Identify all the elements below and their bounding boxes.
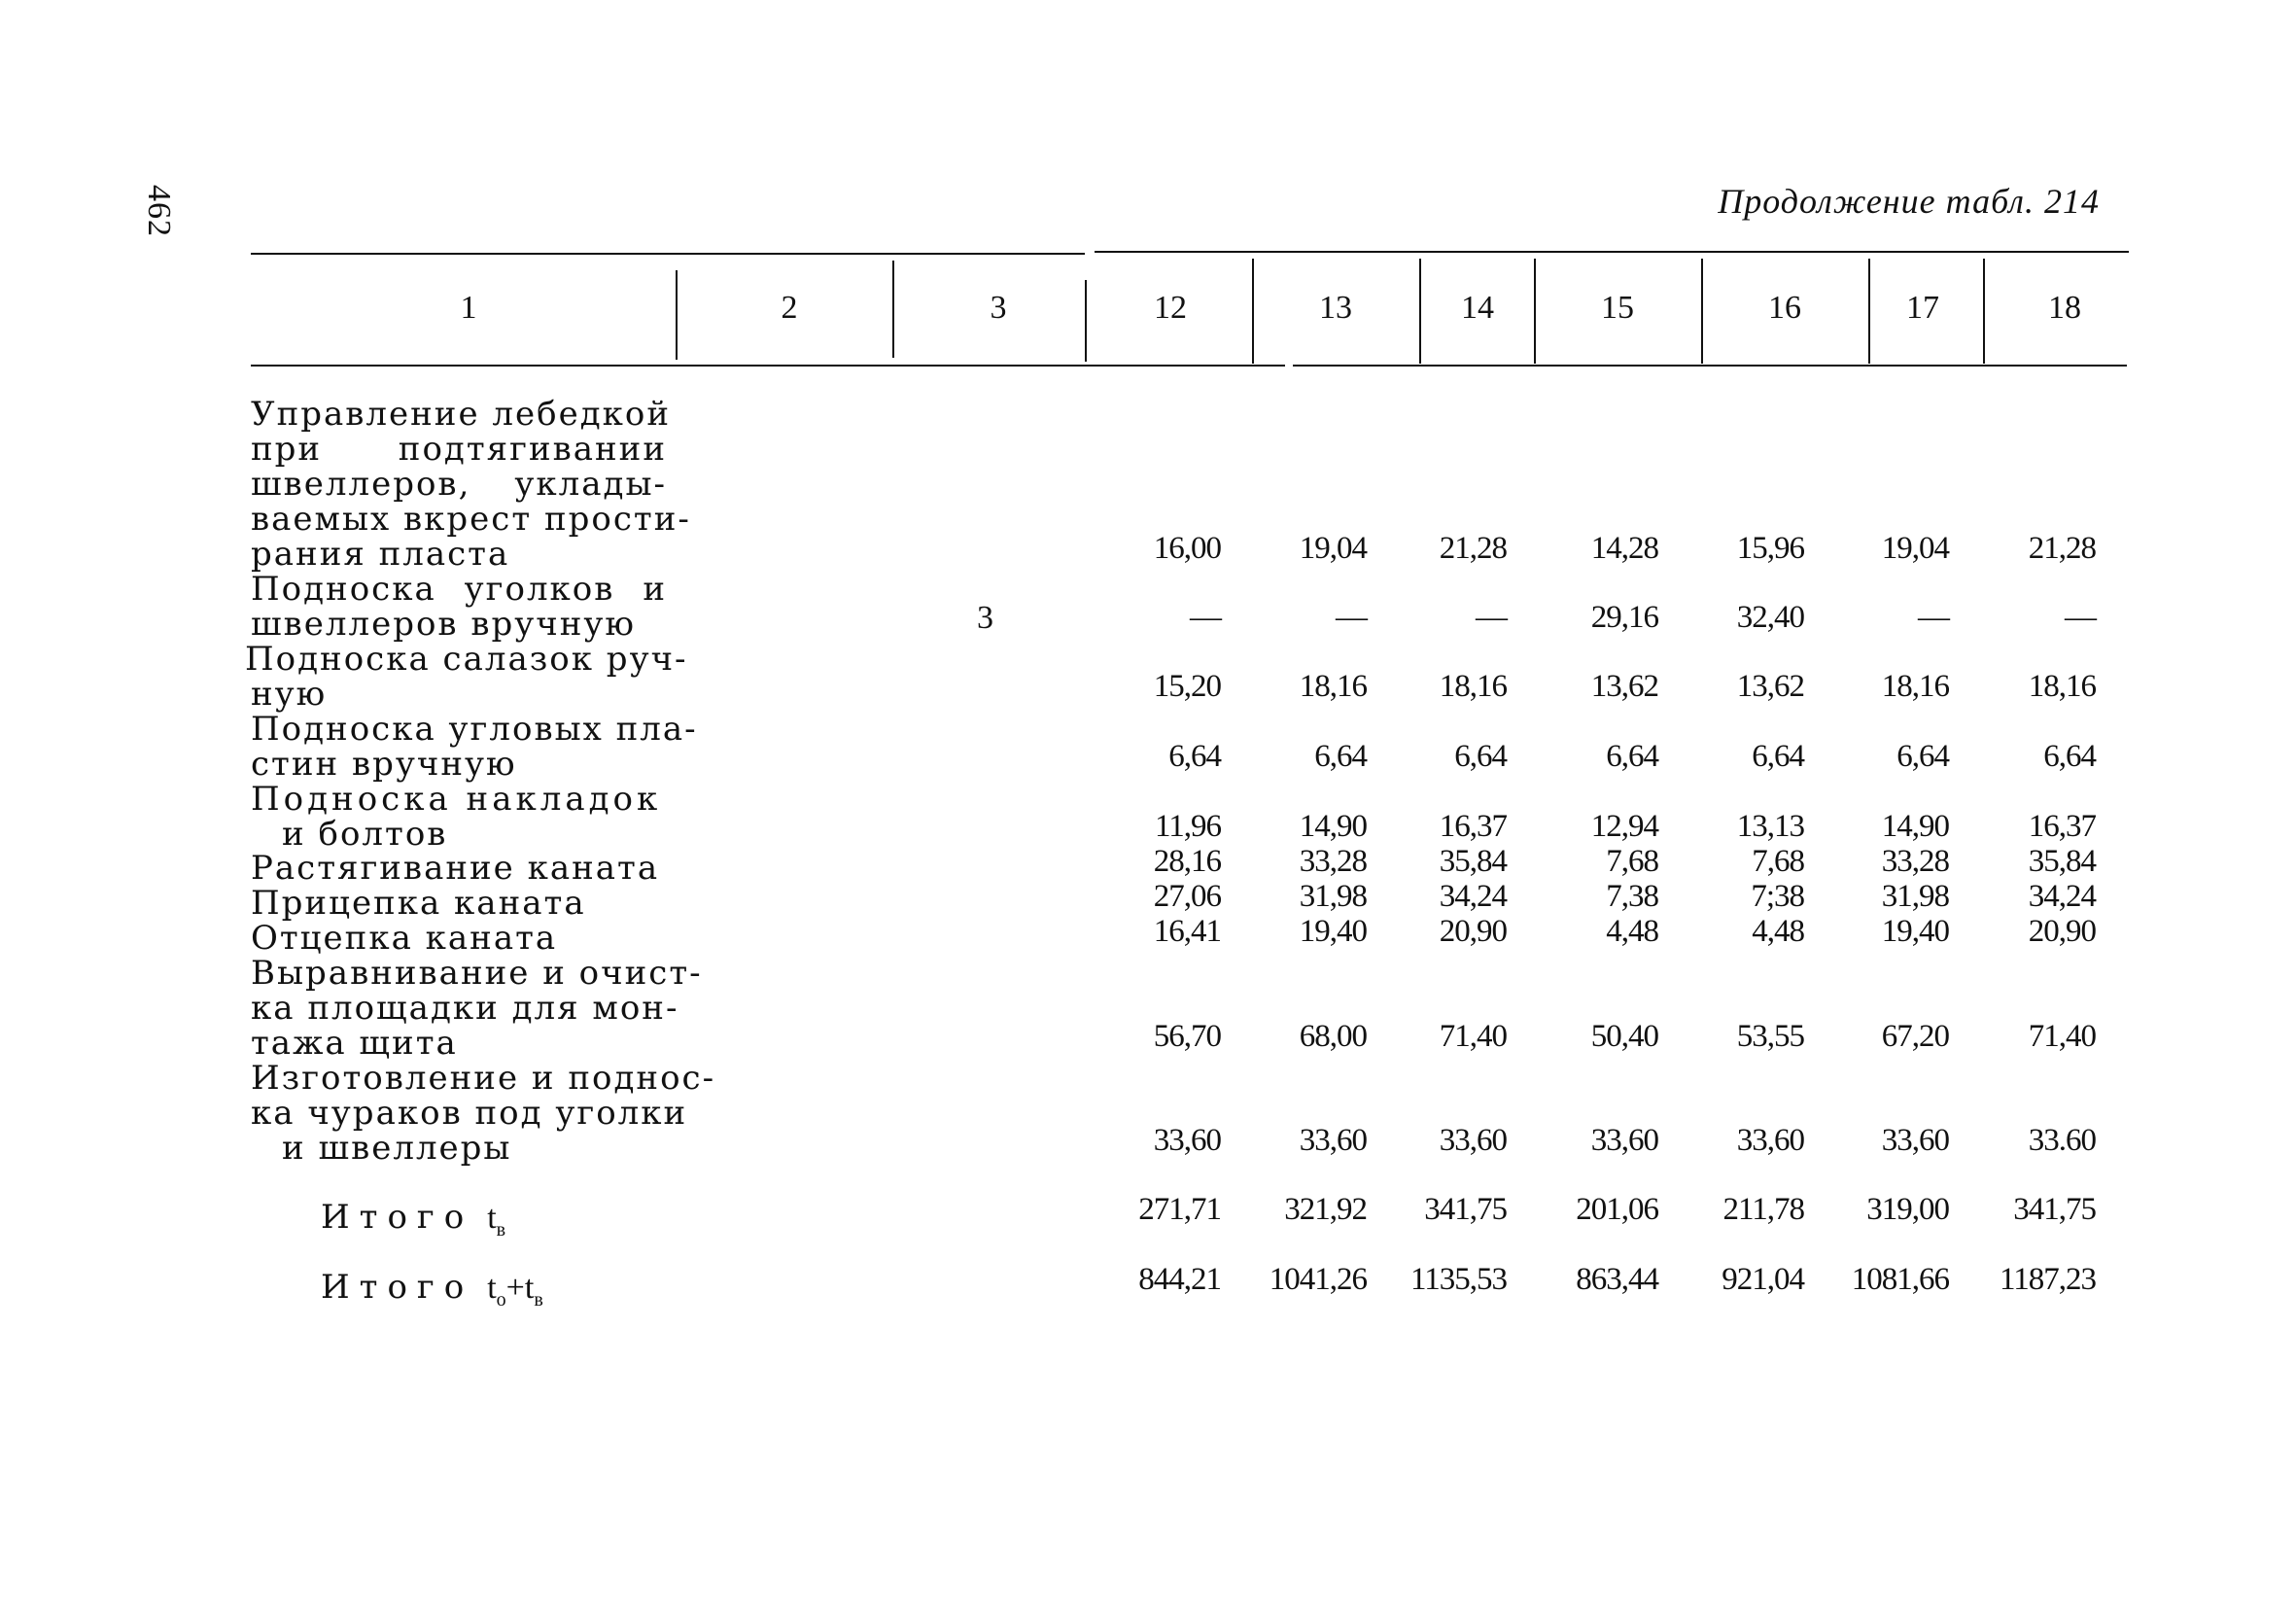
- table-cell: —: [2065, 600, 2096, 635]
- row-label-line: стин вручную: [251, 745, 517, 784]
- row-label-line: Прицепка каната: [251, 884, 586, 923]
- table-cell: 1081,66: [1851, 1262, 1949, 1297]
- table-cell: 34,24: [2028, 879, 2096, 914]
- header-col-3: 3: [990, 290, 1007, 326]
- table-cell: 53,55: [1736, 1019, 1804, 1054]
- plus-sign: +: [505, 1270, 525, 1306]
- table-cell: 16,37: [2028, 809, 2096, 844]
- table-cell: 1187,23: [1999, 1262, 2096, 1297]
- table-cell: 33,28: [1881, 844, 1949, 879]
- table-cell: 211,78: [1722, 1192, 1804, 1227]
- row-label-line: и болтов: [282, 815, 448, 854]
- table-cell: 32,40: [1736, 600, 1804, 635]
- table-cell: 33,60: [1299, 1123, 1367, 1158]
- row-label-line: ваемых вкрест прости-: [251, 500, 691, 539]
- table-cell: 29,16: [1590, 600, 1658, 635]
- table-cell: 71,40: [1439, 1019, 1507, 1054]
- table-cell: —: [1918, 600, 1949, 635]
- table-cell: 11,96: [1154, 809, 1221, 844]
- table-cell: 18,16: [1299, 669, 1367, 704]
- header-bottom-rule: [1293, 365, 2127, 367]
- table-cell: 20,90: [1439, 914, 1507, 949]
- table-cell: 33,60: [1439, 1123, 1507, 1158]
- total-subscript: в: [496, 1218, 506, 1241]
- table-cell: 34,24: [1439, 879, 1507, 914]
- table-cell: 201,06: [1576, 1192, 1658, 1227]
- row-label-line: Подноска угловых пла-: [251, 710, 698, 749]
- row-label-line: Изготовление и поднос-: [251, 1059, 716, 1098]
- total-word: Итого: [321, 1198, 474, 1237]
- table-cell: 6,64: [1314, 739, 1367, 774]
- table-cell: 6,64: [1896, 739, 1949, 774]
- table-cell: 6,64: [1168, 739, 1221, 774]
- table-cell: 1041,26: [1269, 1262, 1367, 1297]
- table-cell: 14,28: [1590, 531, 1658, 566]
- table-cell: 19,40: [1299, 914, 1367, 949]
- table-cell: 19,04: [1881, 531, 1949, 566]
- header-col-13: 13: [1319, 290, 1352, 326]
- header-col-14: 14: [1461, 290, 1494, 326]
- header-divider: [676, 270, 678, 360]
- table-cell: 4,48: [1752, 914, 1804, 949]
- row-label-line: рания пласта: [251, 535, 510, 574]
- header-divider: [1085, 280, 1087, 362]
- total-symbol: t: [487, 1270, 497, 1306]
- total-to-tv-label: [321, 1268, 543, 1311]
- table-cell: 19,04: [1299, 531, 1367, 566]
- table-cell: 21,28: [2028, 531, 2096, 566]
- table-cell: 921,04: [1722, 1262, 1804, 1297]
- table-cell: 18,16: [2028, 669, 2096, 704]
- table-cell: —: [1476, 600, 1507, 635]
- table-cell: 71,40: [2028, 1019, 2096, 1054]
- header-divider: [1868, 259, 1870, 364]
- table-cell: 14,90: [1299, 809, 1367, 844]
- row-label-line: Подноска накладок: [251, 780, 662, 819]
- table-cell: 68,00: [1299, 1019, 1367, 1054]
- table-cell: 33,60: [1881, 1123, 1949, 1158]
- table-cell: 16,00: [1153, 531, 1221, 566]
- table-cell: 4,48: [1606, 914, 1658, 949]
- row-label-line: ка чураков под уголки: [251, 1094, 688, 1133]
- row-label-line: тажа щита: [251, 1024, 458, 1063]
- table-cell: 33,60: [1153, 1123, 1221, 1158]
- table-cell: 6,64: [1606, 739, 1658, 774]
- table-cell: 6,64: [1752, 739, 1804, 774]
- total-symbol: t: [524, 1270, 535, 1306]
- row-label-line: Подноска салазок руч-: [245, 640, 688, 679]
- row-label-line: Отцепка каната: [251, 919, 558, 958]
- row-label-line: швеллеров, уклады-: [251, 465, 667, 504]
- row-label-line: при подтягивании: [251, 430, 667, 469]
- table-cell: 19,40: [1881, 914, 1949, 949]
- table-cell: 50,40: [1590, 1019, 1658, 1054]
- table-cell: 35,84: [1439, 844, 1507, 879]
- row-label-line: Растягивание каната: [251, 849, 660, 888]
- table-cell: 56,70: [1153, 1019, 1221, 1054]
- table-cell: 27,06: [1153, 879, 1221, 914]
- total-tv-label: [321, 1198, 505, 1241]
- total-symbol: t: [487, 1200, 497, 1236]
- table-cell: 6,64: [1454, 739, 1507, 774]
- table-cell: 7;38: [1751, 879, 1804, 914]
- header-col-17: 17: [1906, 290, 1939, 326]
- table-cell: 15,20: [1153, 669, 1221, 704]
- table-cell: 7,38: [1606, 879, 1658, 914]
- row-label-line: Выравнивание и очист-: [251, 954, 703, 993]
- header-divider: [1983, 259, 1985, 364]
- header-divider: [1252, 259, 1254, 364]
- header-col-16: 16: [1768, 290, 1801, 326]
- row-label-line: Подноска уголков и: [251, 570, 667, 609]
- page-number: 462: [141, 185, 177, 237]
- header-col-18: 18: [2048, 290, 2081, 326]
- table-cell: 20,90: [2028, 914, 2096, 949]
- table-cell: 321,92: [1284, 1192, 1367, 1227]
- row-label-line: Управление лебедкой: [251, 395, 672, 434]
- table-cell: 35,84: [2028, 844, 2096, 879]
- total-subscript: в: [534, 1288, 543, 1311]
- table-cell: 1135,53: [1409, 1262, 1507, 1297]
- row-label-line: ную: [251, 675, 328, 714]
- table-cell: 863,44: [1576, 1262, 1658, 1297]
- total-word: Итого: [321, 1268, 474, 1307]
- table-cell: 6,64: [2043, 739, 2096, 774]
- row-label-line: ка площадки для мон-: [251, 989, 679, 1028]
- table-cell: —: [1190, 600, 1221, 635]
- table-cell: 16,37: [1439, 809, 1507, 844]
- table-cell: 13,62: [1590, 669, 1658, 704]
- table-cell: 341,75: [1424, 1192, 1507, 1227]
- table-cell: 18,16: [1439, 669, 1507, 704]
- table-cell: 31,98: [1299, 879, 1367, 914]
- table-cell: 33,60: [1590, 1123, 1658, 1158]
- table-cell: 33.60: [2028, 1123, 2096, 1158]
- table-cell: 271,71: [1138, 1192, 1221, 1227]
- table-top-rule: [1095, 251, 2129, 253]
- header-divider: [1534, 259, 1536, 364]
- table-cell: 14,90: [1881, 809, 1949, 844]
- table-cell: 844,21: [1138, 1262, 1221, 1297]
- table-cell: 18,16: [1881, 669, 1949, 704]
- table-cell: 33,60: [1736, 1123, 1804, 1158]
- col3-value: 3: [977, 600, 993, 636]
- table-cell: 13,13: [1736, 809, 1804, 844]
- table-cell: 319,00: [1866, 1192, 1949, 1227]
- header-col-2: 2: [781, 290, 798, 326]
- table-cell: 12,94: [1590, 809, 1658, 844]
- table-cell: 341,75: [2013, 1192, 2096, 1227]
- table-cell: 7,68: [1606, 844, 1658, 879]
- row-label-line: и швеллеры: [282, 1129, 512, 1168]
- total-subscript: о: [496, 1288, 506, 1311]
- header-col-1: 1: [460, 290, 477, 326]
- table-cell: 21,28: [1439, 531, 1507, 566]
- table-cell: 7,68: [1752, 844, 1804, 879]
- table-caption: Продолжение табл. 214: [1718, 182, 2100, 221]
- table-cell: —: [1336, 600, 1367, 635]
- header-divider: [1701, 259, 1703, 364]
- table-cell: 31,98: [1881, 879, 1949, 914]
- header-divider: [1419, 259, 1421, 364]
- header-col-15: 15: [1601, 290, 1634, 326]
- table-cell: 67,20: [1881, 1019, 1949, 1054]
- table-cell: 13,62: [1736, 669, 1804, 704]
- header-bottom-rule: [251, 365, 1285, 367]
- table-cell: 16,41: [1153, 914, 1221, 949]
- table-top-rule: [251, 253, 1085, 255]
- header-divider: [892, 261, 894, 358]
- header-col-12: 12: [1154, 290, 1187, 326]
- table-cell: 33,28: [1299, 844, 1367, 879]
- table-cell: 15,96: [1736, 531, 1804, 566]
- row-label-line: швеллеров вручную: [251, 605, 637, 644]
- table-cell: 28,16: [1153, 844, 1221, 879]
